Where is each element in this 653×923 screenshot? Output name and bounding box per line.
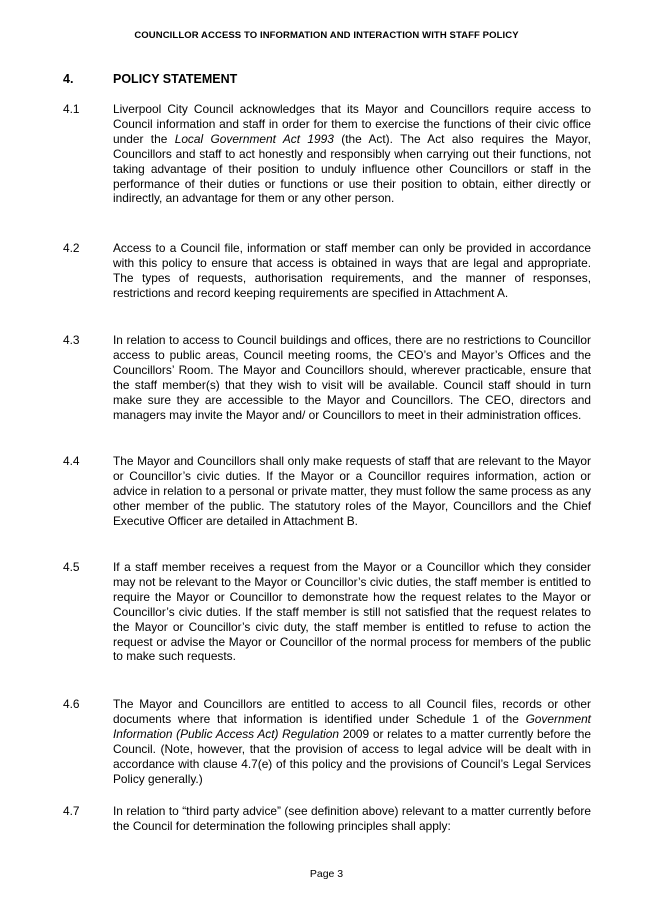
paragraph-number: 4.5 [63,560,80,574]
section-heading [63,72,623,86]
paragraph-4-6 [63,697,591,786]
section-title: POLICY STATEMENT [113,72,238,86]
paragraph-number: 4.6 [63,697,80,711]
paragraph-text: Access to a Council file, information or staff member can only be provided in accordance with this policy to ensure that access is obtained in ways that are legal and appropriate. The types of requests, authorisation requirements, and the manner of responses, restrictions and record keeping requirements are specified in Attachment A. [113,241,591,300]
paragraph-number: 4.3 [63,333,80,347]
paragraph-4-1 [63,102,591,206]
text-run: The Mayor and Councillors are entitled to access to all Council files, records or other documents where that information is identified under Schedule 1 of the [113,697,591,726]
text-run: 2009 or relates to a matter currently before the Council. (Note, however, that the provision of access to legal advice will be dealt with in accordance with clause 4.7(e) of this policy and the provisions of Council’s Legal Services Policy generally.) [113,726,591,786]
paragraph-4-5 [63,560,591,664]
text-run: (the Act). The Act also requires the Mayor, Councillors and staff to act honestly and responsibly when carrying out their functions, not taking advantage of their position to unduly influence other Councillors or staff in the performance of their duties or functions or use their position to obtain, either directly or indirectly, an advantage for them or any other person. [113,131,591,206]
paragraph-text: In relation to access to Council buildings and offices, there are no restrictions to Councillor access to public areas, Council meeting rooms, the CEO’s and Mayor’s Offices and the Councillors’ Room. The Mayor and Councillors should, wherever practicable, ensure that the staff member(s) that they wish to visit will be available. Council staff should in turn make sure they are accessible to the Mayor and Councillors. The CEO, directors and managers may invite the Mayor and/ or Councillors to meet in their administration offices. [113,333,591,422]
paragraph-number: 4.7 [63,804,80,818]
paragraph-4-2 [63,241,591,301]
text-run: Liverpool City Council acknowledges that its Mayor and Councillors require access to Council information and staff in order for them to exercise the functions of their civic office under the [113,102,591,146]
paragraph-number: 4.1 [63,102,80,116]
paragraph-4-4 [63,454,591,529]
page-header: COUNCILLOR ACCESS TO INFORMATION AND INTERACTION WITH STAFF POLICY [134,30,519,41]
paragraph-4-3 [63,333,591,422]
regulation-title: Government Information (Public Access Act) Regulation [113,711,591,741]
paragraph-text [113,697,591,786]
paragraph-text: The Mayor and Councillors shall only make requests of staff that are relevant to the Mayor or Councillor’s civic duties. If the Mayor or a Councillor requires information, action or advice in relation to a personal or private matter, they must follow the same process as any other member of the public. The statutory roles of the Mayor, Councillors and the Chief Executive Officer are detailed in Attachment B. [113,454,591,528]
paragraph-number: 4.2 [63,241,80,255]
paragraph-text [113,102,591,206]
paragraph-text: In relation to “third party advice” (see definition above) relevant to a matter currently before the Council for determination the following principles shall apply: [113,804,591,833]
section-number: 4. [63,72,74,86]
paragraph-number: 4.4 [63,454,80,468]
paragraph-4-7 [63,804,591,834]
act-title: Local Government Act 1993 [174,131,334,146]
page-number: Page 3 [309,868,344,880]
paragraph-text: If a staff member receives a request from the Mayor or a Councillor which they consider may not be relevant to the Mayor or Councillor’s civic duties, the staff member is entitled to require the Mayor or Councillor to demonstrate how the request relates to the Mayor or Councillor’s civic duties. If the staff member is still not satisfied that the request relates to the Mayor or Councillor’s civic duty, the staff member is entitled to refuse to action the request or advise the Mayor or Councillor of the normal process for members of the public to make such requests. [113,560,591,664]
